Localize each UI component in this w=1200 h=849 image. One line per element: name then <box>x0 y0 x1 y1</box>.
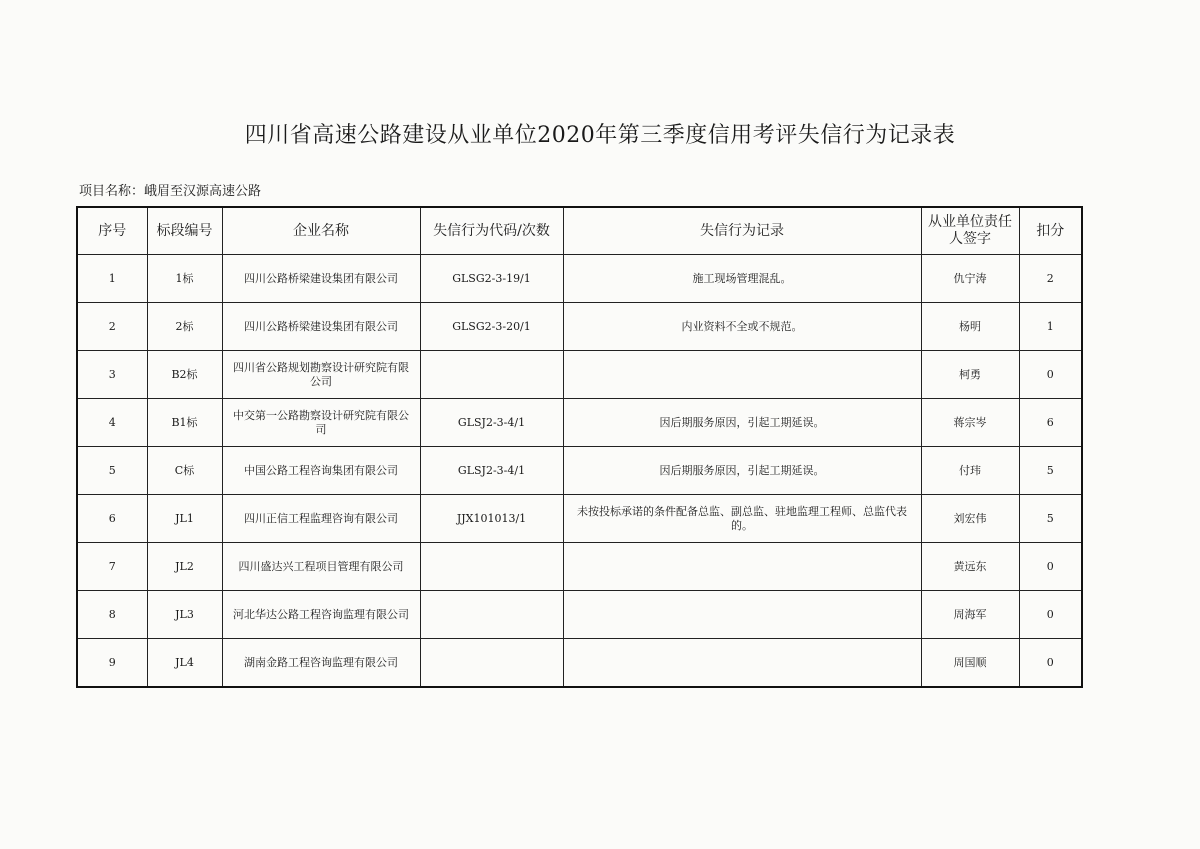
header-score: 扣分 <box>1019 207 1082 255</box>
code-cell: GLSG2-3-19/1 <box>420 255 563 303</box>
record-table <box>76 206 1083 688</box>
section-cell: JL2 <box>147 543 222 591</box>
section-cell: JL1 <box>147 495 222 543</box>
table-row <box>77 255 1082 303</box>
signer-cell: 杨明 <box>921 303 1019 351</box>
table-row <box>77 543 1082 591</box>
record-cell <box>563 543 921 591</box>
code-cell: JJX101013/1 <box>420 495 563 543</box>
seq-cell: 2 <box>77 303 147 351</box>
seq-cell: 5 <box>77 447 147 495</box>
section-cell: JL4 <box>147 639 222 688</box>
header-company: 企业名称 <box>222 207 420 255</box>
signer-cell: 蒋宗岑 <box>921 399 1019 447</box>
record-cell <box>563 639 921 688</box>
score-cell: 0 <box>1019 591 1082 639</box>
table-row <box>77 447 1082 495</box>
score-cell: 2 <box>1019 255 1082 303</box>
code-cell: GLSG2-3-20/1 <box>420 303 563 351</box>
record-cell: 因后期服务原因，引起工期延误。 <box>563 447 921 495</box>
seq-cell: 8 <box>77 591 147 639</box>
seq-cell: 7 <box>77 543 147 591</box>
company-cell: 四川盛达兴工程项目管理有限公司 <box>222 543 420 591</box>
signer-cell: 刘宏伟 <box>921 495 1019 543</box>
header-section: 标段编号 <box>147 207 222 255</box>
signer-cell: 柯勇 <box>921 351 1019 399</box>
section-cell: B2标 <box>147 351 222 399</box>
project-label: 项目名称： <box>79 184 145 199</box>
table-row <box>77 591 1082 639</box>
seq-cell: 3 <box>77 351 147 399</box>
signer-cell: 仇宁涛 <box>921 255 1019 303</box>
score-cell: 5 <box>1019 447 1082 495</box>
section-cell: 1标 <box>147 255 222 303</box>
company-cell: 四川公路桥梁建设集团有限公司 <box>222 303 420 351</box>
header-code: 失信行为代码/次数 <box>420 207 563 255</box>
project-name: 峨眉至汉源高速公路 <box>144 184 262 199</box>
signer-cell: 付玮 <box>921 447 1019 495</box>
company-cell: 中交第一公路勘察设计研究院有限公司 <box>222 399 420 447</box>
section-cell: C标 <box>147 447 222 495</box>
code-cell <box>420 351 563 399</box>
table-row <box>77 351 1082 399</box>
table-row <box>77 495 1082 543</box>
signer-cell: 周国顺 <box>921 639 1019 688</box>
score-cell: 0 <box>1019 351 1082 399</box>
signer-cell: 黄远东 <box>921 543 1019 591</box>
header-seq: 序号 <box>77 207 147 255</box>
record-cell <box>563 351 921 399</box>
signer-cell: 周海军 <box>921 591 1019 639</box>
company-cell: 四川公路桥梁建设集团有限公司 <box>222 255 420 303</box>
page-title: 四川省高速公路建设从业单位2020年第三季度信用考评失信行为记录表 <box>244 123 956 148</box>
table-row <box>77 639 1082 688</box>
score-cell: 5 <box>1019 495 1082 543</box>
record-cell: 未按投标承诺的条件配备总监、副总监、驻地监理工程师、总监代表的。 <box>563 495 921 543</box>
header-record: 失信行为记录 <box>563 207 921 255</box>
company-cell: 四川正信工程监理咨询有限公司 <box>222 495 420 543</box>
seq-cell: 4 <box>77 399 147 447</box>
table-row <box>77 303 1082 351</box>
score-cell: 0 <box>1019 543 1082 591</box>
company-cell: 湖南金路工程咨询监理有限公司 <box>222 639 420 688</box>
project-line <box>79 180 261 199</box>
score-cell: 0 <box>1019 639 1082 688</box>
company-cell: 四川省公路规划勘察设计研究院有限公司 <box>222 351 420 399</box>
seq-cell: 9 <box>77 639 147 688</box>
company-cell: 河北华达公路工程咨询监理有限公司 <box>222 591 420 639</box>
code-cell <box>420 543 563 591</box>
section-cell: JL3 <box>147 591 222 639</box>
record-cell: 因后期服务原因，引起工期延误。 <box>563 399 921 447</box>
seq-cell: 1 <box>77 255 147 303</box>
code-cell <box>420 639 563 688</box>
header-row <box>77 207 1082 255</box>
header-signer: 从业单位责任人签字 <box>921 207 1019 255</box>
score-cell: 1 <box>1019 303 1082 351</box>
section-cell: B1标 <box>147 399 222 447</box>
section-cell: 2标 <box>147 303 222 351</box>
code-cell: GLSJ2-3-4/1 <box>420 447 563 495</box>
score-cell: 6 <box>1019 399 1082 447</box>
record-cell: 内业资料不全或不规范。 <box>563 303 921 351</box>
record-cell: 施工现场管理混乱。 <box>563 255 921 303</box>
seq-cell: 6 <box>77 495 147 543</box>
table-row <box>77 399 1082 447</box>
code-cell <box>420 591 563 639</box>
record-cell <box>563 591 921 639</box>
company-cell: 中国公路工程咨询集团有限公司 <box>222 447 420 495</box>
code-cell: GLSJ2-3-4/1 <box>420 399 563 447</box>
